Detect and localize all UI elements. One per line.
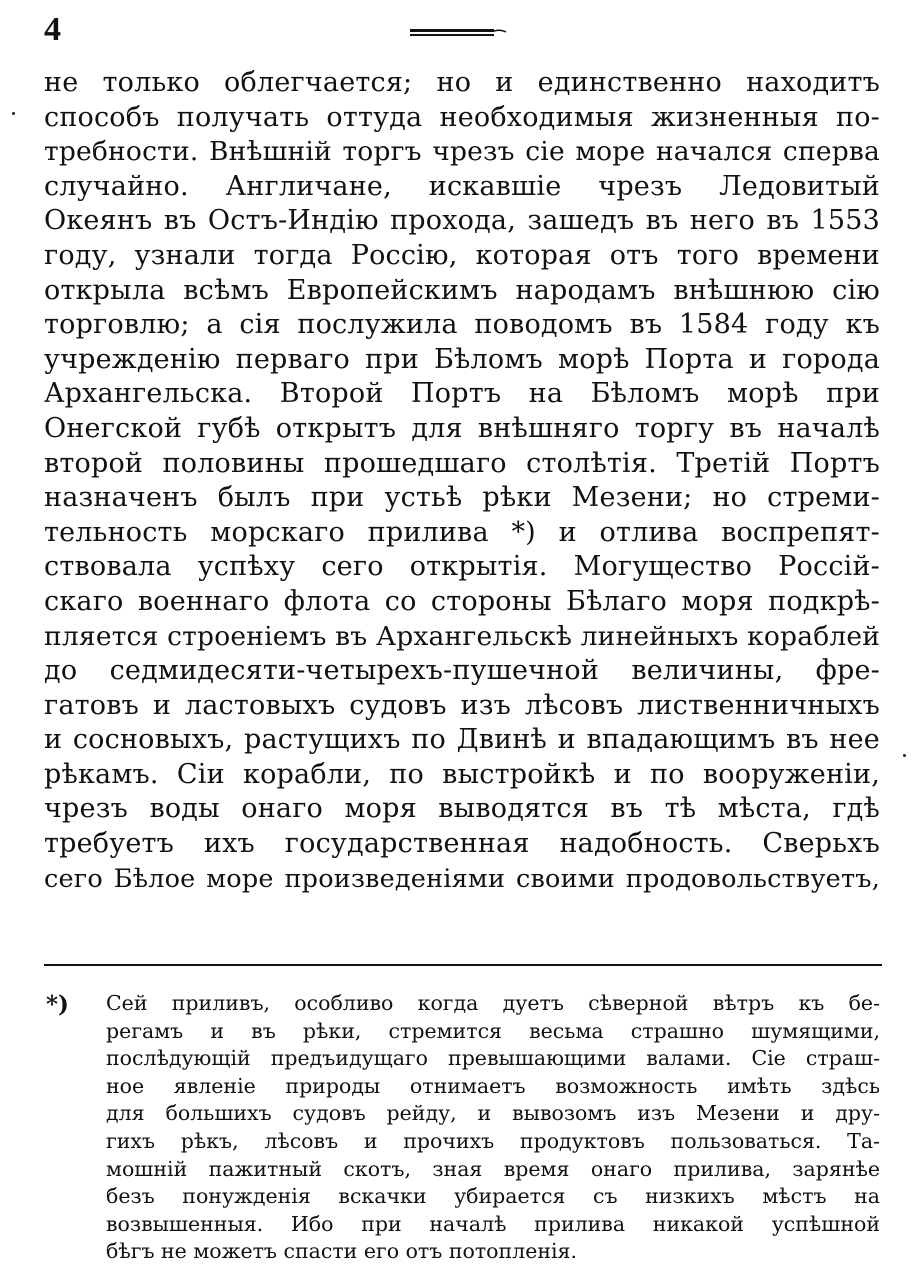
- text-line: способъ получать оттуда необходимыя жизненныя по-: [44, 101, 880, 133]
- text-line: Океянъ въ Остъ-Индію прохода, зашедъ въ него въ 1553: [44, 205, 880, 237]
- text-line: требуетъ ихъ государственная надобность. Сверьхъ: [44, 828, 880, 860]
- ornament-rule-icon: [410, 26, 510, 40]
- text-line: случайно. Англичане, искавшіе чрезъ Ледовитый: [44, 170, 880, 202]
- text-line: чрезъ воды онаго моря выводятся въ тѣ мѣста, гдѣ: [44, 793, 880, 825]
- text-line: не только облегчается; но и единственно находитъ: [44, 67, 880, 98]
- footnote-text: [106, 990, 880, 1266]
- text-line: тельность морскаго прилива *) и отлива воспрепят-: [44, 516, 880, 548]
- header-ornament: [410, 26, 510, 40]
- text-line: Онегской губѣ открытъ для внѣшняго торгу въ началѣ: [44, 412, 880, 444]
- main-text-body: [44, 66, 880, 896]
- footnote-line: Сей приливъ, особливо когда дуетъ сѣверной вѣтръ къ бе-: [106, 991, 880, 1015]
- text-line: пляется строеніемъ въ Архангельскѣ линейныхъ кораблей: [44, 620, 881, 652]
- text-line: открыла всѣмъ Европейскимъ народамъ внѣшнюю сію: [44, 274, 880, 306]
- text-line: рѣкамъ. Сіи корабли, по выстройкѣ и по вооруженіи,: [44, 758, 880, 790]
- text-line: ствовала успѣху сего открытія. Могущество Россій-: [44, 551, 880, 583]
- footnote-line: возвышенныя. Ибо при началѣ прилива никакой успѣшной: [106, 1211, 880, 1236]
- footnote-line: послѣдующій предъидущаго превышающими валами. Сіе страш-: [106, 1046, 880, 1071]
- text-line: гатовъ и ластовыхъ судовъ изъ лѣсовъ лиственничныхъ: [44, 689, 880, 721]
- footnote-line: мошній пажитный скотъ, зная время онаго прилива, зарянѣе: [106, 1156, 880, 1181]
- print-speck: [903, 754, 906, 757]
- footnote-divider: [44, 964, 882, 966]
- text-line: и сосновыхъ, растущихъ по Двинѣ и впадающимъ въ нее: [44, 724, 880, 756]
- footnote-line: бѣгъ не можетъ спасти его отъ потопленія.: [106, 1239, 578, 1264]
- text-line: назначенъ былъ при устьѣ рѣки Мезени; но стреми-: [44, 482, 880, 514]
- text-line: году, узнали тогда Россію, которая отъ того времени: [44, 239, 880, 271]
- text-line: скаго военнаго флота со стороны Бѣлаго моря подкрѣ-: [44, 585, 880, 617]
- text-line: сего Бѣлое море произведеніями своими продовольствуетъ,: [44, 863, 880, 894]
- footnote-line: гихъ рѣкъ, лѣсовъ и прочихъ продуктовъ пользоваться. Та-: [106, 1128, 880, 1153]
- footnote-line: для большихъ судовъ рейду, и вывозомъ изъ Мезени и дру-: [106, 1101, 880, 1126]
- footnote-line: безъ понужденія вскачки убирается съ низкихъ мѣстъ на: [106, 1184, 880, 1209]
- text-line: учрежденію перваго при Бѣломъ морѣ Порта и города: [44, 343, 880, 375]
- page-number: 4: [44, 11, 61, 48]
- footnote-marker: *): [46, 991, 69, 1018]
- text-line: требности. Внѣшній торгъ чрезъ сіе море начался сперва: [44, 136, 880, 168]
- text-line: второй половины прошедшаго столѣтія. Третій Портъ: [44, 447, 880, 479]
- text-line: торговлю; а сія послужила поводомъ въ 1584 году къ: [44, 309, 880, 341]
- footnote-line: регамъ и въ рѣки, стремится весьма страшно шумящими,: [106, 1018, 880, 1043]
- text-line: Архангельска. Второй Портъ на Бѣломъ морѣ при: [44, 378, 880, 410]
- footnote-line: ное явленіе природы отнимаетъ возможность имѣть здѣсь: [106, 1073, 880, 1098]
- print-speck: [12, 112, 15, 115]
- text-line: до седмидесяти-четырехъ-пушечной величины, фре-: [44, 655, 880, 687]
